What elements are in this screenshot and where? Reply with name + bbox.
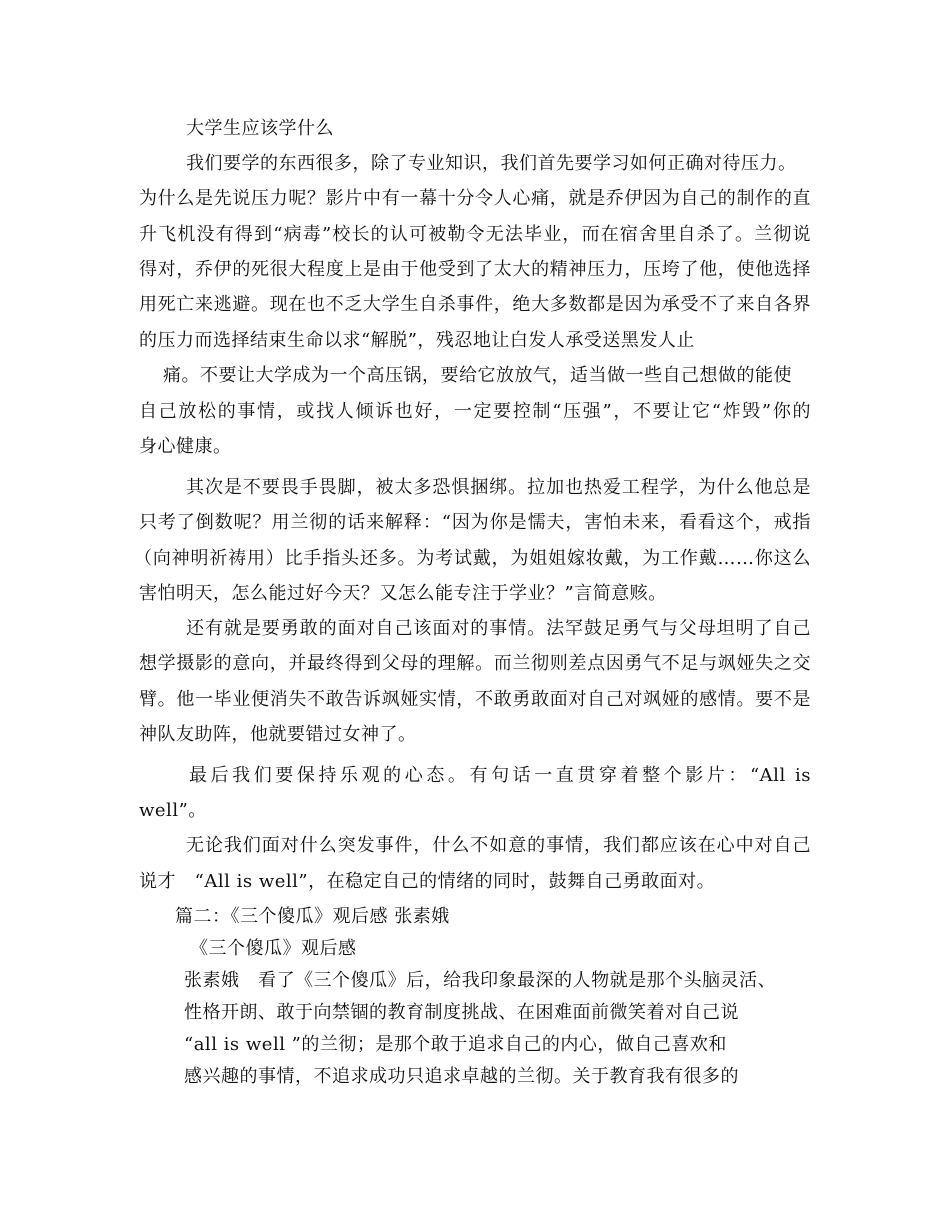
text-line: 还有就是要勇敢的面对自己该面对的事情。法罕鼓足勇气与父母坦明了自己 — [186, 618, 811, 639]
text-line: 感兴趣的事情，不追求成功只追求卓越的兰彻。关于教育我有很多的 — [184, 1066, 739, 1087]
text-line: 臂。他一毕业便消失不敢告诉飒娅实情，不敢勇敢面对自己对飒娅的感情。要不是 — [139, 689, 811, 710]
text-line: 升飞机没有得到“病毒”校长的认可被勒令无法毕业，而在宿舍里自杀了。兰彻说 — [139, 224, 811, 245]
text-line: 神队友助阵，他就要错过女神了。 — [139, 724, 417, 745]
text-line: 说才 “All is well”，在稳定自己的情绪的同时，鼓舞自己勇敢面对。 — [139, 871, 716, 892]
text-line: 想学摄影的意向，并最终得到父母的理解。而兰彻则差点因勇气不足与飒娅失之交 — [139, 653, 811, 674]
text-line: 性格开朗、敢于向禁锢的教育制度挑战、在困难面前微笑着对自己说 — [184, 1002, 739, 1023]
text-line: 其次是不要畏手畏脚，被太多恐惧捆绑。拉加也热爱工程学，为什么他总是 — [186, 477, 811, 498]
text-line: （向神明祈祷用）比手指头还多。为考试戴，为姐姐嫁妆戴，为工作戴……你这么 — [134, 548, 811, 569]
section-title: 大学生应该学什么 — [186, 118, 334, 139]
text-line: 自己放松的事情，或找人倾诉也好，一定要控制“压强”，不要让它“炸毁”你的 — [139, 401, 811, 422]
text-line: 的压力而选择结束生命以求“解脱”，残忍地让白发人承受送黑发人止 — [139, 330, 695, 351]
text-line: 张素娥 看了《三个傻瓜》后，给我印象最深的人物就是那个头脑灵活、 — [184, 970, 777, 991]
text-line: well”。 — [139, 800, 207, 821]
text-line: 为什么是先说压力呢？影片中有一幕十分令人心痛，就是乔伊因为自己的制作的直 — [139, 188, 811, 209]
text-line: 身心健康。 — [139, 436, 232, 457]
text-line: 用死亡来逃避。现在也不乏大学生自杀事件，绝大多数都是因为承受不了来自各界 — [139, 294, 811, 315]
text-line: 无论我们面对什么突发事件，什么不如意的事情，我们都应该在心中对自己 — [186, 835, 811, 856]
text-line: 我们要学的东西很多，除了专业知识，我们首先要学习如何正确对待压力。 — [186, 153, 797, 174]
text-line: 只考了倒数呢？用兰彻的话来解释：“因为你是懦夫，害怕未来，看看这个，戒指 — [139, 512, 811, 533]
text-line: 害怕明天，怎么能过好今天？又怎么能专注于学业？”言简意赅。 — [139, 583, 667, 604]
text-line: “all is well ”的兰彻；是那个敢于追求自己的内心，做自己喜欢和 — [184, 1034, 727, 1055]
text-line: 最后我们要保持乐观的心态。有句话一直贯穿着整个影片：“All is — [189, 765, 811, 786]
article-title: 《三个傻瓜》观后感 — [190, 938, 357, 959]
text-line: 痛。不要让大学成为一个高压锅，要给它放放气，适当做一些自己想做的能使 — [163, 365, 792, 386]
chapter-heading: 篇二：《三个傻瓜》观后感 张素娥 — [175, 906, 450, 927]
text-line: 得对，乔伊的死很大程度上是由于他受到了太大的精神压力，压垮了他，使他选择 — [139, 259, 811, 280]
